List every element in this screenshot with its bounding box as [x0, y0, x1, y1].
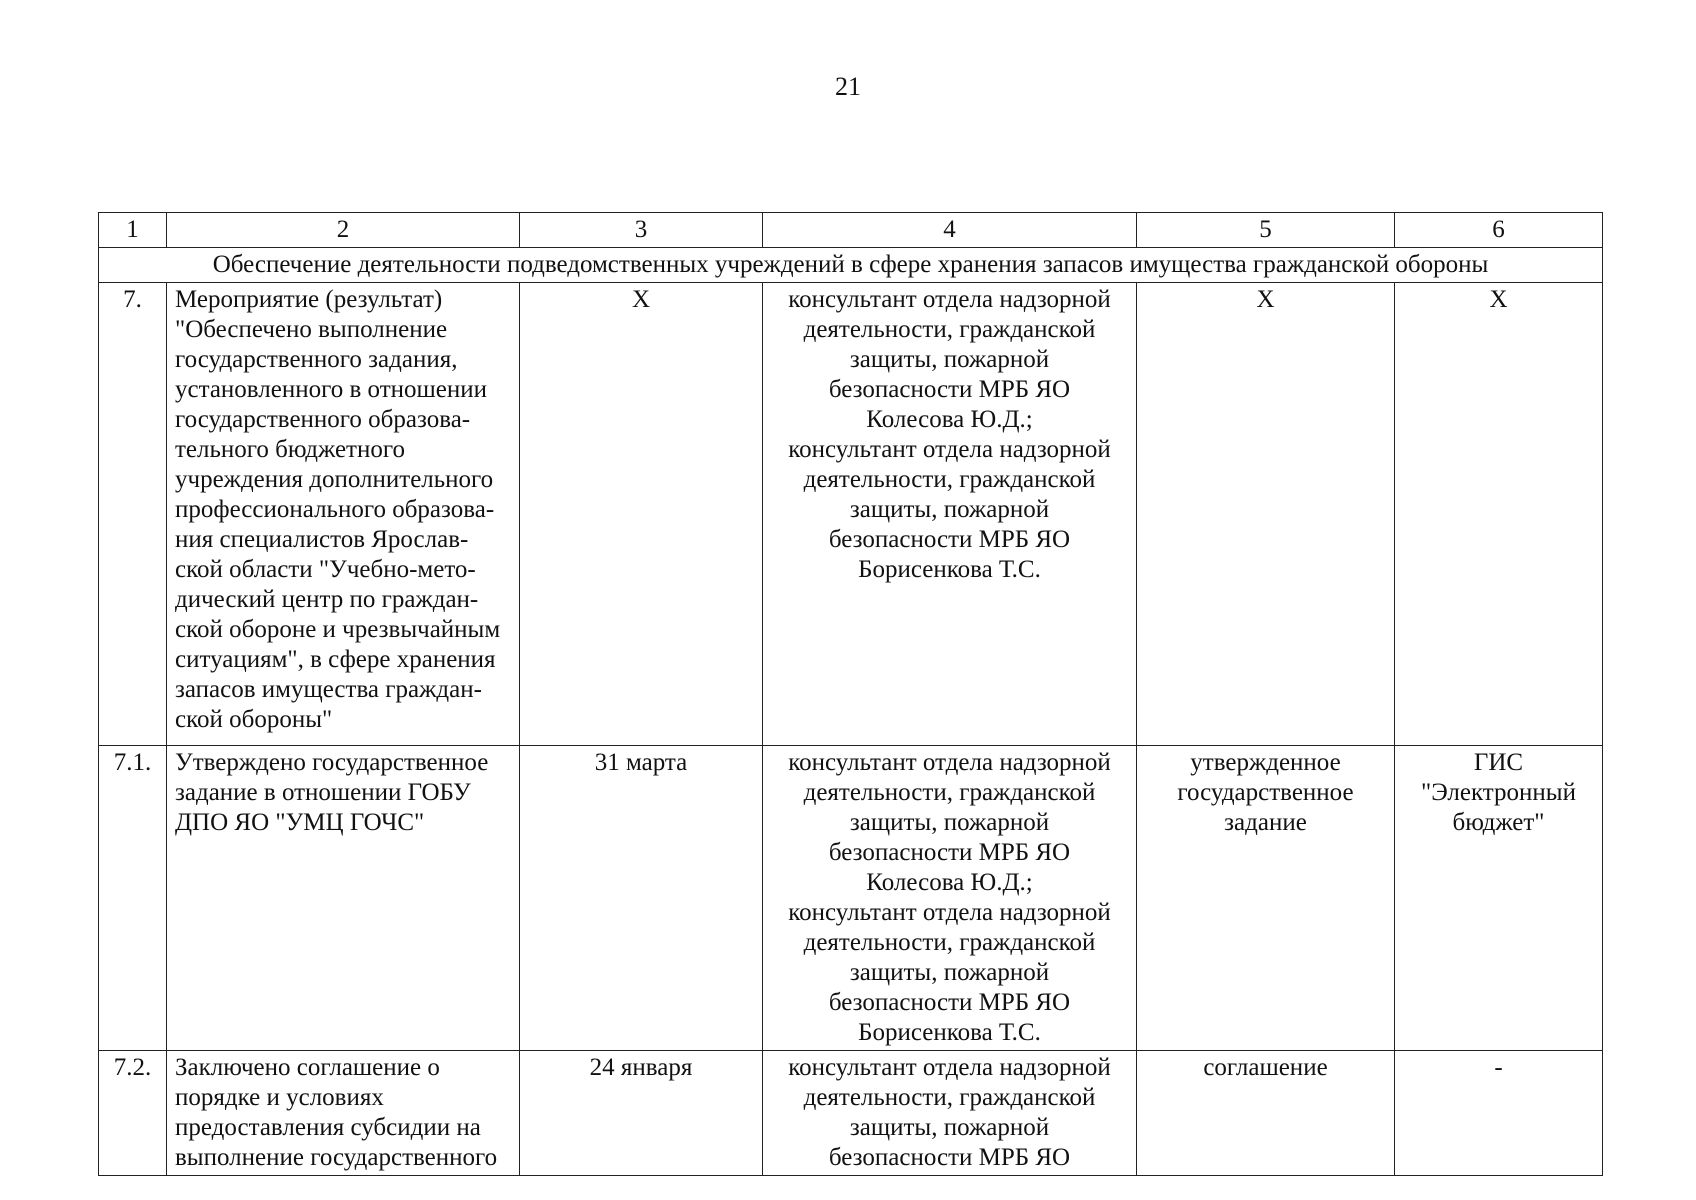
row-deadline: 31 марта [520, 746, 763, 1051]
column-header: 3 [520, 213, 763, 248]
table-row [99, 1051, 1603, 1176]
section-title: Обеспечение деятельности подведомственных учреждений в сфере хранения запасов имущества гражданской обороны [99, 248, 1603, 283]
table-header-row [99, 213, 1603, 248]
column-header: 2 [167, 213, 520, 248]
row-description: Мероприятие (результат) "Обеспечено выполнение государственного задания, установленного в отношении государственного образова- тельного бюджетного учреждения дополнительного профессионального образова- ния специалистов Ярослав- ской области "Учебно-мето- дический центр по граждан- ской обороне и чрезвычайным ситуациям", в сфере хранения запасов имущества граждан- ской обороны" [167, 283, 520, 746]
row-number: 7. [99, 283, 167, 746]
column-header: 6 [1395, 213, 1603, 248]
row-deadline: Х [520, 283, 763, 746]
row-document: соглашение [1137, 1051, 1395, 1176]
column-header: 4 [763, 213, 1137, 248]
table-row [99, 746, 1603, 1051]
table-row [99, 283, 1603, 746]
row-responsible: консультант отдела надзорной деятельности, гражданской защиты, пожарной безопасности МРБ ЯО [763, 1051, 1137, 1176]
row-responsible: консультант отдела надзорной деятельности, гражданской защиты, пожарной безопасности МРБ ЯО Колесова Ю.Д.; консультант отдела надзорной деятельности, гражданской защиты, пожарной безопасности МРБ ЯО Борисенкова Т.С. [763, 746, 1137, 1051]
plan-table [98, 212, 1603, 1176]
row-number: 7.1. [99, 746, 167, 1051]
row-system: ГИС "Электронный бюджет" [1395, 746, 1603, 1051]
row-document: утвержденное государственное задание [1137, 746, 1395, 1051]
row-responsible: консультант отдела надзорной деятельности, гражданской защиты, пожарной безопасности МРБ ЯО Колесова Ю.Д.; консультант отдела надзорной деятельности, гражданской защиты, пожарной безопасности МРБ ЯО Борисенкова Т.С. [763, 283, 1137, 746]
row-system: - [1395, 1051, 1603, 1176]
row-deadline: 24 января [520, 1051, 763, 1176]
page-number: 21 [835, 72, 861, 101]
row-number: 7.2. [99, 1051, 167, 1176]
row-description: Заключено соглашение о порядке и условиях предоставления субсидии на выполнение государственного [167, 1051, 520, 1176]
column-header: 1 [99, 213, 167, 248]
row-description: Утверждено государственное задание в отношении ГОБУ ДПО ЯО "УМЦ ГОЧС" [167, 746, 520, 1051]
row-system: Х [1395, 283, 1603, 746]
row-document: Х [1137, 283, 1395, 746]
column-header: 5 [1137, 213, 1395, 248]
section-row [99, 248, 1603, 283]
